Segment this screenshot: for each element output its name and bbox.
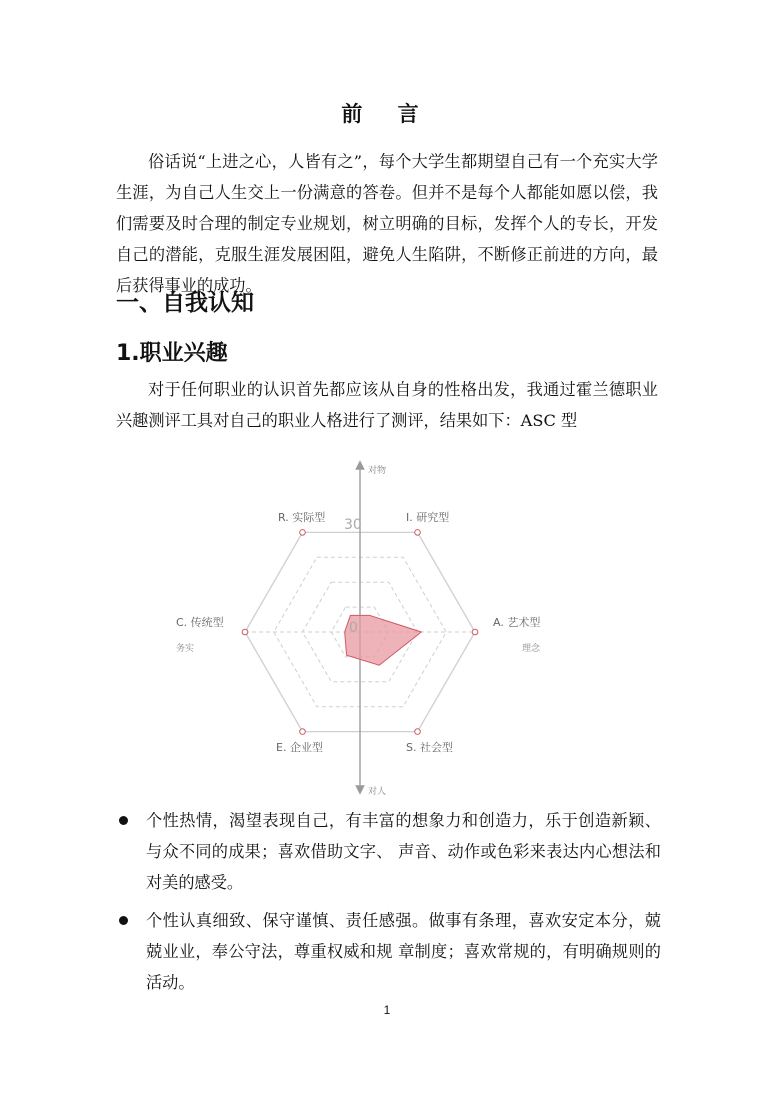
page-title: 前 言 xyxy=(341,102,433,126)
bullet-dot-icon xyxy=(119,816,128,825)
axis-label-i: I. 研究型 xyxy=(406,511,450,524)
holland-radar-chart xyxy=(150,455,570,795)
axis-label-s: S. 社会型 xyxy=(406,741,453,754)
direction-label-right: 理念 xyxy=(522,644,541,654)
direction-label-top: 对物 xyxy=(368,466,387,476)
radar-vertex-dot xyxy=(472,629,478,635)
radar-vertex-dot xyxy=(415,530,421,536)
bullet-dot-icon xyxy=(119,916,128,925)
radar-vertex-dot xyxy=(415,729,421,735)
bullet-item xyxy=(116,905,661,998)
axis-label-c: C. 传统型 xyxy=(176,616,224,629)
radar-vertex-dot xyxy=(300,729,306,735)
page-number: 1 xyxy=(383,1003,391,1017)
axis-label-r: R. 实际型 xyxy=(278,511,326,524)
axis-label-a: A. 艺术型 xyxy=(493,616,541,629)
axis-label-e: E. 企业型 xyxy=(276,741,323,754)
bullet-text: 个性热情，渴望表现自己，有丰富的想象力和创造力，乐于创造新颖、与众不同的成果；喜欢借助文字、 声音、动作或色彩来表达内心想法和对美的感受。 xyxy=(146,811,661,892)
tick-label-max: 30 xyxy=(344,517,362,533)
bullet-text: 个性认真细致、保守谨慎、责任感强。做事有条理，喜欢安定本分，兢兢业业，奉公守法，尊重权威和规 章制度；喜欢常规的，有明确规则的活动。 xyxy=(146,911,661,992)
tick-label-min: 0 xyxy=(349,620,358,636)
direction-label-left: 务实 xyxy=(176,644,195,654)
direction-label-bottom: 对人 xyxy=(368,787,387,795)
bullet-item xyxy=(116,805,661,898)
preface-paragraph: 俗话说“上进之心，人皆有之”，每个大学生都期望自己有一个充实大学生涯，为自己人生交上一份满意的答卷。但并不是每个人都能如愿以偿，我们需要及时合理的制定专业规划，树立明确的目标，发挥个人的专长，开发自己的潜能，克服生涯发展困阻，避免人生陷阱，不断修正前进的方向，最后获得事业的成功。 xyxy=(116,152,658,295)
intro-paragraph: 对于任何职业的认识首先都应该从自身的性格出发，我通过霍兰德职业兴趣测评工具对自己的职业人格进行了测评，结果如下：ASC 型 xyxy=(116,380,658,430)
radar-vertex-dot xyxy=(242,629,248,635)
section-heading: 一、自我认知 xyxy=(116,290,254,316)
subsection-heading: 1.职业兴趣 xyxy=(116,341,228,366)
radar-vertex-dot xyxy=(300,530,306,536)
